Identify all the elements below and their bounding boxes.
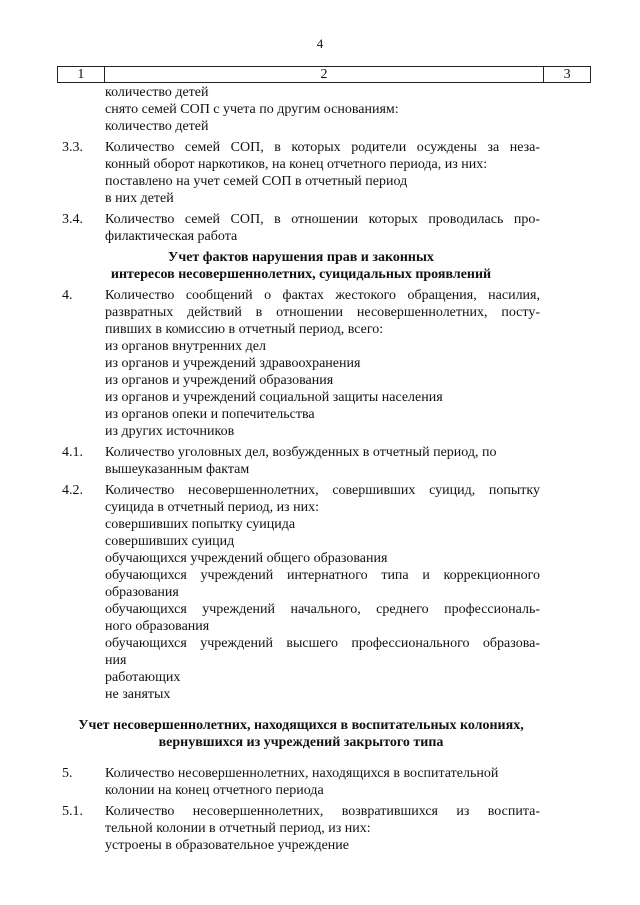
item-text [105,211,540,245]
table-header-cell: 3 [563,67,571,82]
text-line: Количество несовершеннолетних, совершивших суицид, попытку [105,483,540,498]
item-number: 5.1. [62,804,83,819]
item-number: 5. [62,766,73,781]
text-line: работающих [105,670,181,685]
item-number: 4.2. [62,483,83,498]
item-number: 3.3. [62,140,83,155]
text-line: обучающихся учреждений высшего профессионального образова- [105,636,540,651]
document-item [62,84,540,135]
document-item [62,765,540,799]
text-line: конный оборот наркотиков, на конец отчетного периода, из них: [105,157,488,172]
item-number: 4.1. [62,445,83,460]
text-line: совершивших попытку суицида [105,517,296,532]
item-text [105,482,540,703]
text-line: снято семей СОП с учета по другим основаниям: [105,102,399,117]
text-line: обучающихся учреждений общего образования [105,551,388,566]
heading-line: Учет фактов нарушения прав и законных [168,250,434,265]
item-text [105,287,540,440]
text-line: образования [105,585,179,600]
text-line: Количество семей СОП, в отношении которых проводилась про- [105,212,540,227]
text-line: развратных действий в отношении несовершеннолетних, посту- [105,305,540,320]
text-line: из органов внутренних дел [105,339,266,354]
text-line: Количество несовершеннолетних, находящихся в воспитательной [105,766,499,781]
text-line: количество детей [105,119,209,134]
page-number: 4 [316,36,324,51]
text-line: обучающихся учреждений начального, среднего профессиональ- [105,602,540,617]
section-heading [62,249,540,283]
document-item [62,211,540,245]
document-item [62,482,540,703]
heading-line: вернувшихся из учреждений закрытого типа [158,735,444,750]
text-line: суицида в отчетный период, из них: [105,500,319,515]
text-line: совершивших суицид [105,534,235,549]
item-number: 3.4. [62,212,83,227]
text-line: не занятых [105,687,171,702]
text-line: тельной колонии в отчетный период, из них: [105,821,371,836]
text-line: ния [105,653,127,668]
text-line: Количество уголовных дел, возбужденных в отчетный период, по [105,445,497,460]
item-number [62,84,105,135]
text-line: устроены в образовательное учреждение [105,838,350,853]
text-line: ного образования [105,619,210,634]
table-header-cell: 2 [105,67,544,82]
text-line: из органов и учреждений образования [105,373,334,388]
text-line: в них детей [105,191,174,206]
heading-line: интересов несовершеннолетних, суицидальных проявлений [110,267,492,282]
text-line: колонии на конец отчетного периода [105,783,324,798]
item-text [105,84,540,135]
table-header-row [57,66,591,83]
document-body [62,84,540,854]
text-line: обучающихся учреждений интернатного типа и коррекционного [105,568,540,583]
item-text [105,765,540,799]
table-header-cell: 1 [58,67,105,82]
text-line: из органов и учреждений здравоохранения [105,356,361,371]
item-number: 4. [62,288,73,303]
document-item [62,803,540,854]
text-line: Количество несовершеннолетних, возвратившихся из воспита- [105,804,540,819]
item-text [105,444,540,478]
section-heading [62,717,540,751]
item-text [105,139,540,207]
text-line: количество детей [105,85,209,100]
document-item [62,444,540,478]
document-item [62,139,540,207]
text-line: Количество семей СОП, в которых родители осуждены за неза- [105,140,540,155]
text-line: филактическая работа [105,229,238,244]
text-line: поставлено на учет семей СОП в отчетный период [105,174,408,189]
text-line: из органов и учреждений социальной защиты населения [105,390,443,405]
text-line: из органов опеки и попечительства [105,407,315,422]
text-line: Количество сообщений о фактах жестокого обращения, насилия, [105,288,540,303]
document-item [62,287,540,440]
heading-line: Учет несовершеннолетних, находящихся в воспитательных колониях, [78,718,524,733]
item-text [105,803,540,854]
text-line: вышеуказанным фактам [105,462,250,477]
text-line: пивших в комиссию в отчетный период, всего: [105,322,384,337]
spacer [62,751,540,765]
text-line: из других источников [105,424,235,439]
spacer [62,703,540,717]
